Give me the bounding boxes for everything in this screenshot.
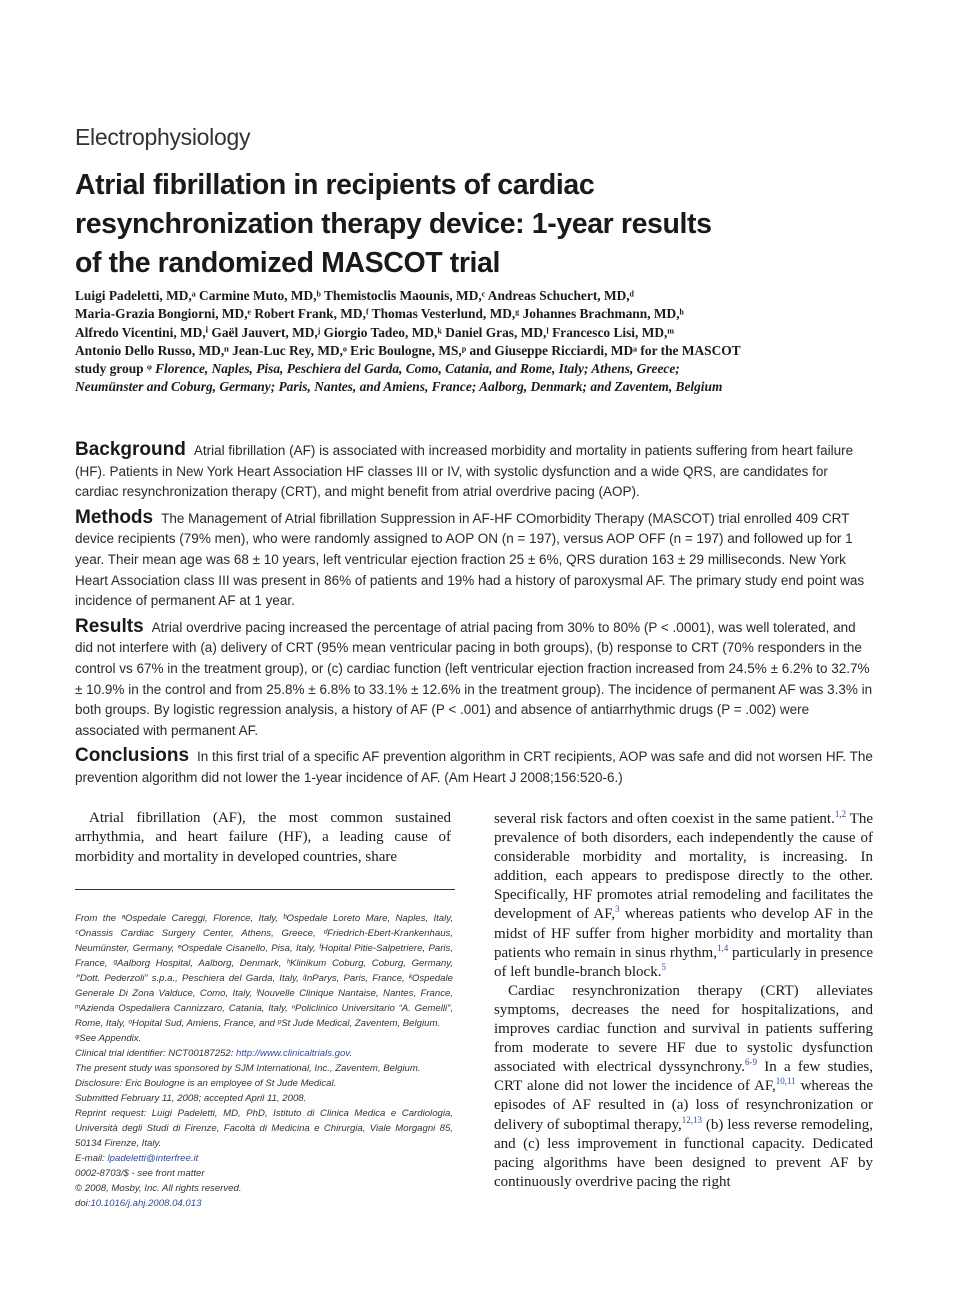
reference-link[interactable]: 1,2 [834, 809, 847, 819]
submission-dates: Submitted February 11, 2008; accepted April 11, 2008. [75, 1093, 307, 1104]
affiliation-footnote: From the ᵃOspedale Careggi, Florence, Italy, ᵇOspedale Loreto Mare, Naples, Italy, ᶜOnassis Cardiac Surgery Center, Athens, Greece, ᵈFriedrich-Ebert-Krankenhaus, Neumünster, Germany, ᵉOspedale Cisanello, Pisa, Italy, ᶠHopital Pitie-Salpetriere, Paris, France, ᵍAalborg Hospital, Aalborg, Denmark, ʰKlinikum Coburg, Coburg, Germany, ⁱ“Dott. Pederzoli” s.p.a., Peschiera del Garda, Italy, ʲInParys, Paris, France, ᵏOspedale Generale Di Zona Valduce, Como, Italy, ˡNouvelle Clinique Nantaise, Nantes, France, ᵐAzienda Ospedaliera Cannizzaro, Catania, Italy, ⁿPoliclinico Universitario “A. Gemelli”, Rome, Italy, ᵒHopital Sud, Amiens, France, and ᵖSt Jude Medical, Zaventem, Belgium. [75, 913, 453, 1029]
reference-link[interactable]: 5 [661, 961, 666, 972]
title-line: of the randomized MASCOT trial [75, 247, 501, 279]
abstract-text: Atrial overdrive pacing increased the percentage of atrial pacing from 30% to 80% (P < .0001), was well tolerated, and did not interfere with (a) delivery of CRT (95% mean ventricular pacing in both groups), (b) response to CRT (70% responders in the control vs 67% in the treatment group), or (c) cardiac function (left ventricular ejection fraction increased from 24.5% ± 6.2% to 32.7% ± 10.9% in the control and from 25.8% ± 6.8% to 33.1% ± 12.6% in the treatment group). The incidence of permanent AF was 3.3% in both groups. By logistic regression analysis, a history of AF (P < .001) and absence of antiarrhythmic drugs (P = .002) were associated with permanent AF. [75, 619, 873, 738]
abstract-heading: Results [75, 615, 144, 637]
reference-link[interactable]: 1,4 [716, 942, 729, 953]
doi-line: doi:10.1016/j.ahj.2008.04.013 [75, 1198, 202, 1209]
abstract-text: Atrial fibrillation (AF) is associated with increased morbidity and mortality in patients suffering from heart failure (HF). Patients in New York Heart Association HF classes III or IV, with systolic dysfunction and a wide QRS, are candidates for cardiac resynchronization therapy (CRT), and might benefit from atrial overdrive pacing (AOP). [75, 443, 854, 500]
disclosure-note: Disclosure: Eric Boulogne is an employee of St Jude Medical. [75, 1078, 337, 1089]
body-paragraph: Cardiac resynchronization therapy (CRT) alleviates symptoms, decreases the need for hospitalizations, and improves cardiac function and survival in patients suffering from moderate to severe HF due to systolic dysfunction associated with electrical dyssynchrony.$^{6-9}$ In a few studies, CRT alone did not lower the incidence of AF,$^{10,11}$ whereas the episodes of AF resulted in (a) loss of resynchronization or delivery of suboptimal therapy,$^{12,13}$ (b) less reverse remodeling, and (c) less improvement in functional capacity. Dedicated pacing algorithms have been designed to prevent AF by continuously overdrive pacing the right [494, 982, 874, 1190]
body-column-left [75, 809, 451, 867]
email-line: E-mail: lpadeletti@interfree.it [75, 1153, 199, 1164]
email-link[interactable]: lpadeletti@interfree.it [107, 1153, 199, 1164]
abstract-results [75, 617, 875, 742]
title-line: resynchronization therapy device: 1-year results [75, 208, 712, 240]
abstract [75, 440, 875, 794]
author-line [75, 360, 875, 378]
abstract-conclusions [75, 746, 875, 788]
study-group: study group ᵠ [75, 361, 156, 377]
copyright-line: © 2008, Mosby, Inc. All rights reserved. [75, 1183, 242, 1194]
reference-link[interactable]: 10,11 [775, 1076, 796, 1087]
affiliations: Neumünster and Coburg, Germany; Paris, Nantes, and Amiens, France; Aalborg, Denmark; and Zaventem, Belgium [75, 379, 723, 395]
doi-link[interactable]: 10.1016/j.ahj.2008.04.013 [90, 1198, 202, 1209]
abstract-heading: Conclusions [75, 745, 190, 767]
trial-link[interactable]: http://www.clinicaltrials.gov [236, 1048, 350, 1059]
body-paragraph: several risk factors and often coexist in the same patient.$^{1,2}$ The prevalence of both disorders, each independently the cause of considerable morbidity and mortality, is increasing. In addition, each appears to predispose directly to the other. Specifically, HF promotes atrial remodeling and facilitates the development of AF,$^3$ whereas patients who develop AF in the midst of HF suffer from higher morbidity and mortality than patients who remain in sinus rhythm,$^{1,4}$ particularly in presence of left bundle-branch block.$^5$ [494, 809, 874, 980]
abstract-background [75, 440, 875, 503]
sponsor-note: The present study was sponsored by SJM International, Inc., Zaventem, Belgium. [75, 1063, 421, 1074]
appendix-note: ᵠSee Appendix. [75, 1033, 142, 1044]
issn-line: 0002-8703/$ - see front matter [75, 1168, 205, 1179]
trial-identifier: Clinical trial identifier: NCT00187252: http://www.clinicaltrials.gov. [75, 1048, 353, 1059]
affiliations: Florence, Naples, Pisa, Peschiera del Garda, Como, Catania, and Rome, Italy; Athens, Greece; [155, 361, 680, 377]
author-line: Antonio Dello Russo, MD,ⁿ Jean-Luc Rey, MD,ᵒ Eric Boulogne, MS,ᵖ and Giuseppe Ricciardi, MDᵃ for the MASCOT [75, 342, 741, 358]
title-line: Atrial fibrillation in recipients of cardiac [75, 169, 595, 201]
reference-link[interactable]: 3 [615, 904, 620, 915]
abstract-text: The Management of Atrial fibrillation Suppression in AF-HF COmorbidity Therapy (MASCOT) trial enrolled 409 CRT device recipients (79% men), who were randomly assigned to AOP ON (n = 197), versus AOP OFF (n = 197) and followed up for 1 year. Their mean age was 68 ± 10 years, left ventricular ejection fraction 25 ± 6%, QRS duration 163 ± 29 milliseconds. New York Heart Association class III was present in 86% of patients and 19% had a history of paroxysmal AF. The primary study end point was incidence of permanent AF at 1 year. [75, 510, 865, 609]
abstract-methods [75, 508, 875, 612]
author-line [75, 378, 875, 396]
section-label: Electrophysiology [75, 124, 251, 150]
author-line: Luigi Padeletti, MD,ᵃ Carmine Muto, MD,ᵇ Themistoclis Maounis, MD,ᶜ Andreas Schuchert, MD,ᵈ [75, 288, 634, 303]
abstract-heading: Background [75, 439, 186, 460]
body-column-right [494, 810, 873, 1192]
reference-link[interactable]: 6-9 [745, 1057, 758, 1068]
article-title [75, 166, 895, 283]
author-line: Alfredo Vicentini, MD,ⁱ Gaël Jauvert, MD,ʲ Giorgio Tadeo, MD,ᵏ Daniel Gras, MD,ˡ Francesco Lisi, MD,ᵐ [75, 324, 674, 340]
reprint-request: Reprint request: Luigi Padeletti, MD, PhD, Istituto di Clinica Medica e Cardiologia, Università degli Studi di Firenze, Facoltà di Medicina e Chirurgia, Viale Morgagni 85, 50134 Firenze, Italy. [75, 1108, 453, 1149]
abstract-heading: Methods [75, 506, 154, 528]
footnotes [75, 911, 453, 1211]
footnote-divider [75, 889, 455, 890]
reference-link[interactable]: 12,13 [681, 1114, 703, 1125]
author-list [75, 287, 875, 397]
abstract-text: In this first trial of a specific AF prevention algorithm in CRT recipients, AOP was safe and did not worsen HF. The prevention algorithm did not lower the 1-year incidence of AF. (Am Heart J 2008;156:520-6.) [75, 749, 873, 785]
body-paragraph: Atrial fibrillation (AF), the most common sustained arrhythmia, and heart failure (HF), a leading cause of morbidity and mortality in developed countries, share [75, 810, 451, 865]
author-line: Maria-Grazia Bongiorni, MD,ᵉ Robert Frank, MD,ᶠ Thomas Vesterlund, MD,ᵍ Johannes Brachmann, MD,ʰ [75, 306, 684, 322]
